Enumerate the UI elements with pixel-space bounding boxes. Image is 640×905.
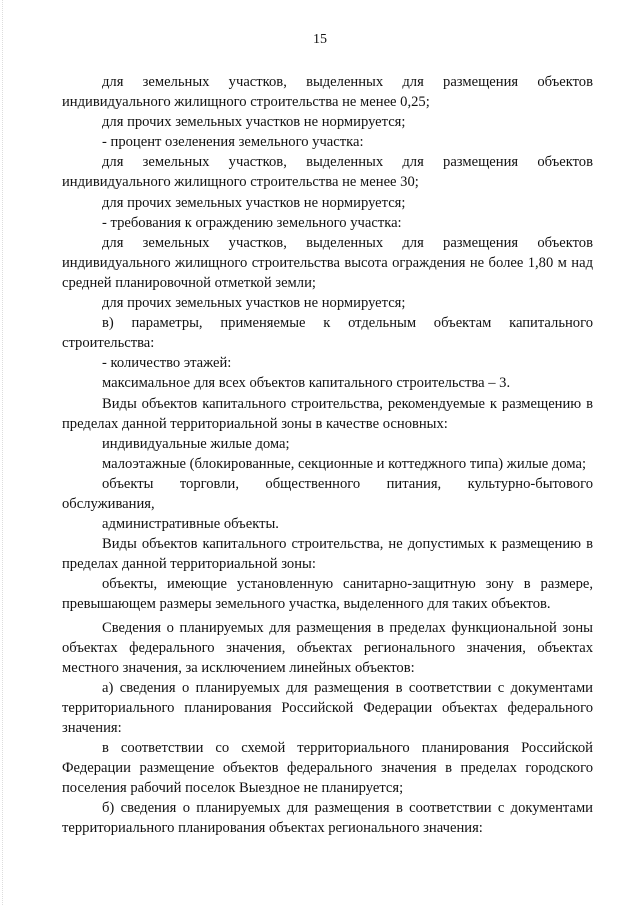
paragraph: малоэтажные (блокированные, секционные и коттеджного типа) жилые дома; <box>102 455 587 472</box>
paragraph: административные объекты. <box>102 516 279 533</box>
paragraph: объекты торговли, общественного питания, культурно-бытового обслуживания, <box>62 475 593 512</box>
paragraph: - требования к ограждению земельного участка: <box>102 214 402 231</box>
document-body <box>62 72 593 839</box>
page-number: 15 <box>313 32 327 47</box>
paragraph: в) параметры, применяемые к отдельным объектам капитального строительства: <box>62 315 593 352</box>
paragraph: Сведения о планируемых для размещения в пределах функциональной зоны объектах федерального значения, объектах регионального значения, объектах местного значения, за исключением линейных объектов: <box>62 619 593 676</box>
scan-edge-marks <box>2 0 6 905</box>
paragraph: в соответствии со схемой территориального планирования Российской Федерации размещение объектов федерального значения в пределах городского поселения рабочий поселок Выездное не планируется; <box>62 740 593 797</box>
paragraph: для земельных участков, выделенных для размещения объектов индивидуального жилищного строительства не менее 30; <box>62 154 593 191</box>
paragraph: для прочих земельных участков не нормируется; <box>102 114 406 131</box>
paragraph: для прочих земельных участков не нормируется; <box>102 295 406 312</box>
paragraph: б) сведения о планируемых для размещения в соответствии с документами территориального планирования объектах регионального значения: <box>62 800 593 837</box>
paragraph: индивидуальные жилые дома; <box>102 435 290 452</box>
paragraph: Виды объектов капитального строительства, не допустимых к размещению в пределах данной территориальной зоны: <box>62 536 593 573</box>
paragraph: Виды объектов капитального строительства, рекомендуемые к размещению в пределах данной территориальной зоны в качестве основных: <box>62 395 593 432</box>
paragraph: для земельных участков, выделенных для размещения объектов индивидуального жилищного строительства не менее 0,25; <box>62 74 593 111</box>
paragraph: для прочих земельных участков не нормируется; <box>102 194 406 211</box>
paragraph: - количество этажей: <box>102 355 232 372</box>
paragraph: максимальное для всех объектов капитального строительства – 3. <box>102 375 511 392</box>
paragraph: - процент озеленения земельного участка: <box>102 134 364 151</box>
paragraph: а) сведения о планируемых для размещения в соответствии с документами территориального планирования Российской Федерации объектах федерального значения: <box>62 679 593 736</box>
paragraph: для земельных участков, выделенных для размещения объектов индивидуального жилищного строительства высота ограждения не более 1,80 м над средней планировочной отметкой земли; <box>62 234 593 291</box>
paragraph: объекты, имеющие установленную санитарно-защитную зону в размере, превышающем размеры земельного участка, выделенного для таких объектов. <box>62 576 593 613</box>
